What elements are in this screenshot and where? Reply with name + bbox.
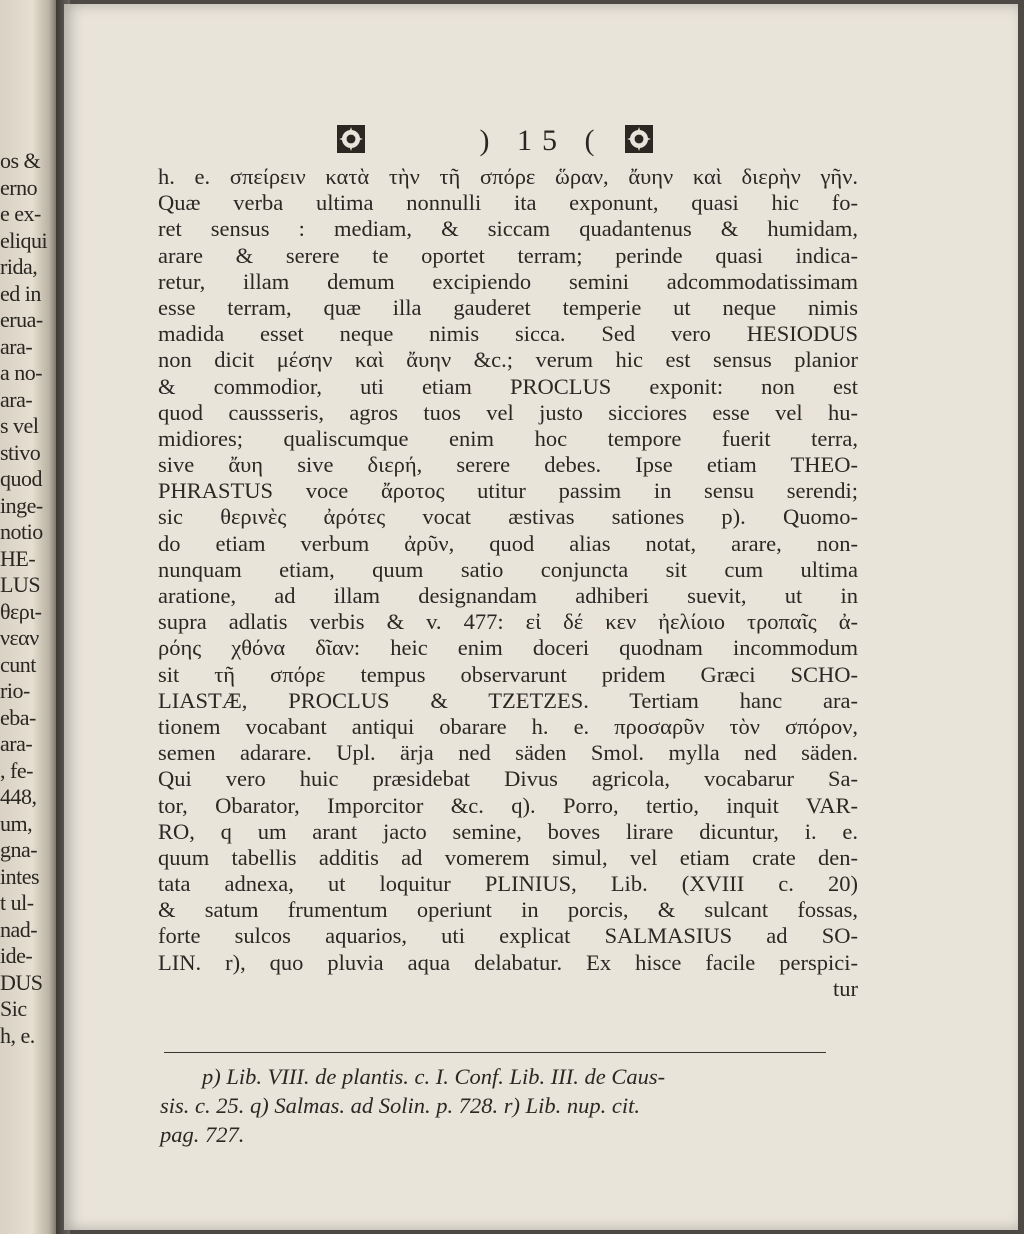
text-line: quum tabellis additis ad vomerem simul, vel etiam crate den- xyxy=(158,844,858,870)
facing-page-fragment: rio- xyxy=(0,678,30,703)
text-line: forte sulcos aquarios, uti explicat SALMASIUS ad SO- xyxy=(158,923,858,949)
text-line: madida esset neque nimis sicca. Sed vero HESIODUS xyxy=(158,321,858,347)
text-line: tionem vocabant antiqui obarare h. e. προσαρῦν τὸν σπόρον, xyxy=(158,713,858,739)
page-header xyxy=(64,122,1018,162)
page-number: ) 15 ( xyxy=(479,124,605,157)
facing-page-fragment: ide- xyxy=(0,943,33,968)
footnote-line: sis. c. 25. q) Salmas. ad Solin. p. 728. r) Lib. nup. cit. xyxy=(160,1093,641,1118)
text-line: arare & serere te oportet terram; perinde quasi indica- xyxy=(158,242,858,268)
text-line: nunquam etiam, quum satio conjuncta sit cum ultima xyxy=(158,556,858,582)
facing-page-fragment: a no- xyxy=(0,360,43,385)
text-line: sive ἄυη sive διερή, serere debes. Ipse etiam THEO- xyxy=(158,452,858,478)
facing-page-fragment: inge- xyxy=(0,492,43,518)
text-line: quod caussseris, agros tuos vel justo sicciores esse vel hu- xyxy=(158,399,858,425)
main-text-block xyxy=(158,164,858,1002)
text-line: aratione, ad illam designandam adhiberi suevit, ut in xyxy=(158,583,858,608)
facing-page-fragment: h, e. xyxy=(0,1022,35,1048)
facing-page-edge xyxy=(0,0,58,1234)
facing-page-fragment: s vel xyxy=(0,413,39,438)
facing-page-fragment: ara- xyxy=(0,386,33,412)
text-line: non dicit μέσην καὶ ἄυην &c.; verum hic est sensus planior xyxy=(158,347,858,373)
facing-page-fragment: os & xyxy=(0,148,41,173)
text-line: h. e. σπείρειν κατὰ τὴν τῆ σπόρε ὥραν, ἄυην καὶ διερὴν γῆν. xyxy=(158,164,858,189)
text-line: do etiam verbum ἀρῦν, quod alias notat, arare, non- xyxy=(158,530,858,556)
facing-page-fragment: DUS xyxy=(0,969,43,995)
text-line: esse terram, quæ illa gauderet temperie ut neque nimis xyxy=(158,294,858,320)
facing-page-fragment: ara- xyxy=(0,333,33,359)
facing-page-fragment: ed in xyxy=(0,280,41,306)
text-line: LIASTÆ, PROCLUS & TZETZES. Tertiam hanc ara- xyxy=(158,687,858,713)
facing-page-fragment: cunt xyxy=(0,651,36,677)
facing-page-fragment: erua- xyxy=(0,307,43,332)
text-line: PHRASTUS voce ἄροτος utitur passim in sensu serendi; xyxy=(158,478,858,504)
facing-page-fragment: um, xyxy=(0,810,33,836)
text-line: LIN. r), quo pluvia aqua delabatur. Ex hisce facile perspici- xyxy=(158,949,858,975)
facing-page-fragment: rida, xyxy=(0,254,38,279)
facing-page-fragment: Sic xyxy=(0,996,27,1021)
text-line: semen adarare. Upl. ärja ned säden Smol. mylla ned säden. xyxy=(158,740,858,766)
footnote-line: p) Lib. VIII. de plantis. c. I. Conf. Lib. III. de Caus- xyxy=(202,1064,666,1089)
text-line: retur, illam demum excipiendo semini adcommodatissimam xyxy=(158,268,858,294)
text-line: tor, Obarator, Imporcitor &c. q). Porro, tertio, inquit VAR- xyxy=(158,792,858,818)
facing-page-fragment: stivo xyxy=(0,439,41,465)
facing-page-fragment: eba- xyxy=(0,704,36,730)
facing-page-fragment: θερι- xyxy=(0,598,42,624)
text-line: midiores; qualiscumque enim hoc tempore fuerit terra, xyxy=(158,425,858,451)
facing-page-fragment: ara- xyxy=(0,731,33,756)
text-line: supra adlatis verbis & v. 477: εἰ δέ κεν ἠελίοιο τροπαῖς ἀ- xyxy=(158,609,858,635)
facing-page-fragment: t ul- xyxy=(0,890,34,915)
facing-page-fragment: notio xyxy=(0,519,43,544)
footnotes-block xyxy=(160,1062,860,1149)
facing-page-fragment: LUS xyxy=(0,572,41,597)
text-line: Qui vero huic præsidebat Divus agricola, vocabarur Sa- xyxy=(158,766,858,792)
text-line: ρόης χθόνα δῖαν: heic enim doceri quodnam incommodum xyxy=(158,635,858,661)
text-line: tata adnexa, ut loquitur PLINIUS, Lib. (XVIII c. 20) xyxy=(158,871,858,897)
facing-page-fragment: HE- xyxy=(0,545,36,571)
facing-page-fragment: e ex- xyxy=(0,201,41,226)
facing-page-fragment: intes xyxy=(0,863,40,889)
text-line: Quæ verba ultima nonnulli ita exponunt, quasi hic fo- xyxy=(158,190,858,216)
text-line: & commodior, uti etiam PROCLUS exponit: non est xyxy=(158,373,858,399)
facing-page-fragment: erno xyxy=(0,174,38,200)
text-line: ret sensus : mediam, & siccam quadantenus & humidam, xyxy=(158,216,858,242)
fleuron-ornament-icon xyxy=(334,122,368,156)
text-line: sit τῆ σπόρε tempus observarunt pridem Græci SCHO- xyxy=(158,661,858,687)
footnote-rule xyxy=(164,1052,826,1053)
facing-page-fragment: quod xyxy=(0,466,42,491)
facing-page-fragment: eliqui xyxy=(0,227,48,253)
text-line: tur xyxy=(833,975,858,1001)
text-line: RO, q um arant jacto semine, boves lirare dicuntur, i. e. xyxy=(158,818,858,844)
facing-page-fragment: 448, xyxy=(0,784,37,809)
facing-page-fragment: νεαν xyxy=(0,625,39,650)
facing-page-fragment: nad- xyxy=(0,916,38,942)
text-line: sic θερινὲς ἀρότες vocat æstivas sationes p). Quomo- xyxy=(158,504,858,530)
book-page xyxy=(64,4,1018,1230)
text-line: & satum frumentum operiunt in porcis, & sulcant fossas, xyxy=(158,897,858,923)
fleuron-ornament-icon xyxy=(622,122,656,156)
facing-page-fragment: , fe- xyxy=(0,757,33,783)
footnote-line: pag. 727. xyxy=(160,1122,245,1147)
facing-page-fragment: gna- xyxy=(0,837,38,862)
